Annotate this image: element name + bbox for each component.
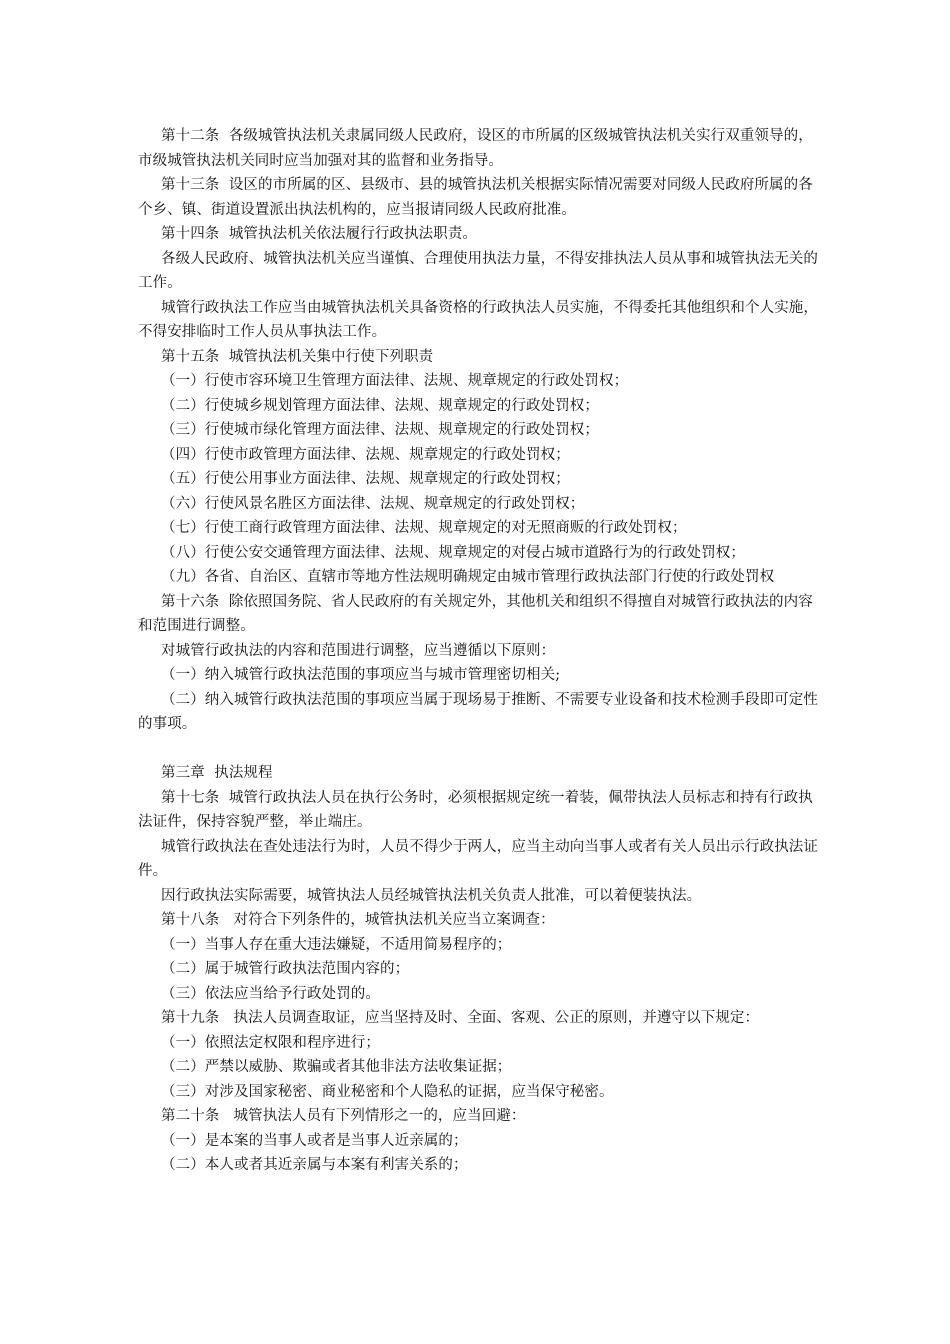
paragraph: 各级人民政府、城管执法机关应当谨慎、合理使用执法力量，不得安排执法人员从事和城管执法无关的工作。: [138, 250, 818, 291]
list-item: （一）是本案的当事人或者是当事人近亲属的；: [161, 1132, 468, 1149]
list-item: （一）行使市容环境卫生管理方面法律、法规、规章规定的行政处罚权；: [161, 373, 629, 389]
list-item: （六）行使风景名胜区方面法律、法规、规章规定的行政处罚权；: [161, 495, 585, 512]
list-item: （八）行使公安交通管理方面法律、法规、规章规定的对侵占城市道路行为的行政处罚权；: [161, 544, 745, 561]
paragraph-article-19: 第十九条 执法人员调查取证，应当坚持及时、全面、客观、公正的原则，并遵守以下规定：: [161, 1010, 760, 1026]
paragraph-article-16: 第十六条 除依照国务院、省人民政府的有关规定外，其他机关和组织不得擅自对城管行政执法的内容和范围进行调整。: [138, 593, 813, 634]
paragraph-article-14: 第十四条 城管执法机关依法履行行政执法职责。: [161, 226, 478, 242]
blank-line: [138, 737, 818, 762]
list-item: （三）对涉及国家秘密、商业秘密和个人隐私的证据，应当保守秘密。: [161, 1083, 614, 1100]
paragraph: 对城管行政执法的内容和范围进行调整，应当遵循以下原则：: [161, 642, 556, 659]
paragraph-article-12: 第十二条 各级城管执法机关隶属同级人民政府，设区的市所属的区级城管执法机关实行双重领导的，市级城管执法机关同时应当加强对其的监督和业务指导。: [138, 128, 813, 169]
paragraph-article-13: 第十三条 设区的市所属的区、县级市、县的城管执法机关根据实际情况需要对同级人民政府所属的各个乡、镇、街道设置派出执法机构的，应当报请同级人民政府批准。: [138, 177, 813, 218]
list-item: （二）严禁以威胁、欺骗或者其他非法方法收集证据；: [161, 1059, 512, 1075]
paragraph-article-15: 第十五条 城管执法机关集中行使下列职责: [161, 348, 434, 365]
document-page: [138, 124, 818, 1178]
list-item: （二）本人或者其近亲属与本案有利害关系的；: [161, 1157, 468, 1173]
paragraph-article-17: 第十七条 城管行政执法人员在执行公务时，必须根据规定统一着装，佩带执法人员标志和持有行政执法证件，保持容貌严整，举止端庄。: [138, 789, 813, 830]
list-item: （二）属于城管行政执法范围内容的；: [161, 961, 410, 977]
paragraph-article-20: 第二十条 城管执法人员有下列情形之一的，应当回避：: [161, 1108, 526, 1124]
list-item: （二）纳入城管行政执法范围的事项应当属于现场易于推断、不需要专业设备和技术检测手段即可定性的事项。: [138, 691, 818, 732]
paragraph: 因行政执法实际需要，城管执法人员经城管执法机关负责人批准，可以着便装执法。: [161, 887, 702, 904]
list-item: （三）依法应当给予行政处罚的。: [161, 985, 380, 1002]
list-item: （五）行使公用事业方面法律、法规、规章规定的行政处罚权；: [161, 471, 570, 487]
list-item: （一）纳入城管行政执法范围的事项应当与城市管理密切相关;: [161, 667, 561, 683]
list-item: （四）行使市政管理方面法律、法规、规章规定的行政处罚权；: [161, 446, 570, 463]
list-item: （二）行使城乡规划管理方面法律、法规、规章规定的行政处罚权；: [161, 397, 599, 414]
paragraph-article-18: 第十八条 对符合下列条件的，城管执法机关应当立案调查：: [161, 912, 555, 928]
chapter-heading: 第三章 执法规程: [161, 765, 273, 781]
list-item: （一）当事人存在重大违法嫌疑，不适用简易程序的；: [161, 936, 512, 953]
list-item: （九）各省、自治区、直辖市等地方性法规明确规定由城市管理行政执法部门行使的行政处罚权: [161, 569, 775, 585]
list-item: （三）行使城市绿化管理方面法律、法规、规章规定的行政处罚权；: [161, 422, 599, 438]
paragraph: 城管行政执法工作应当由城管执法机关具备资格的行政执法人员实施，不得委托其他组织和个人实施，不得安排临时工作人员从事执法工作。: [138, 299, 818, 340]
list-item: （七）行使工商行政管理方面法律、法规、规章规定的对无照商贩的行政处罚权；: [161, 520, 687, 536]
paragraph: 城管行政执法在查处违法行为时，人员不得少于两人，应当主动向当事人或者有关人员出示行政执法证件。: [138, 838, 818, 879]
list-item: （一）依照法定权限和程序进行；: [161, 1034, 380, 1051]
